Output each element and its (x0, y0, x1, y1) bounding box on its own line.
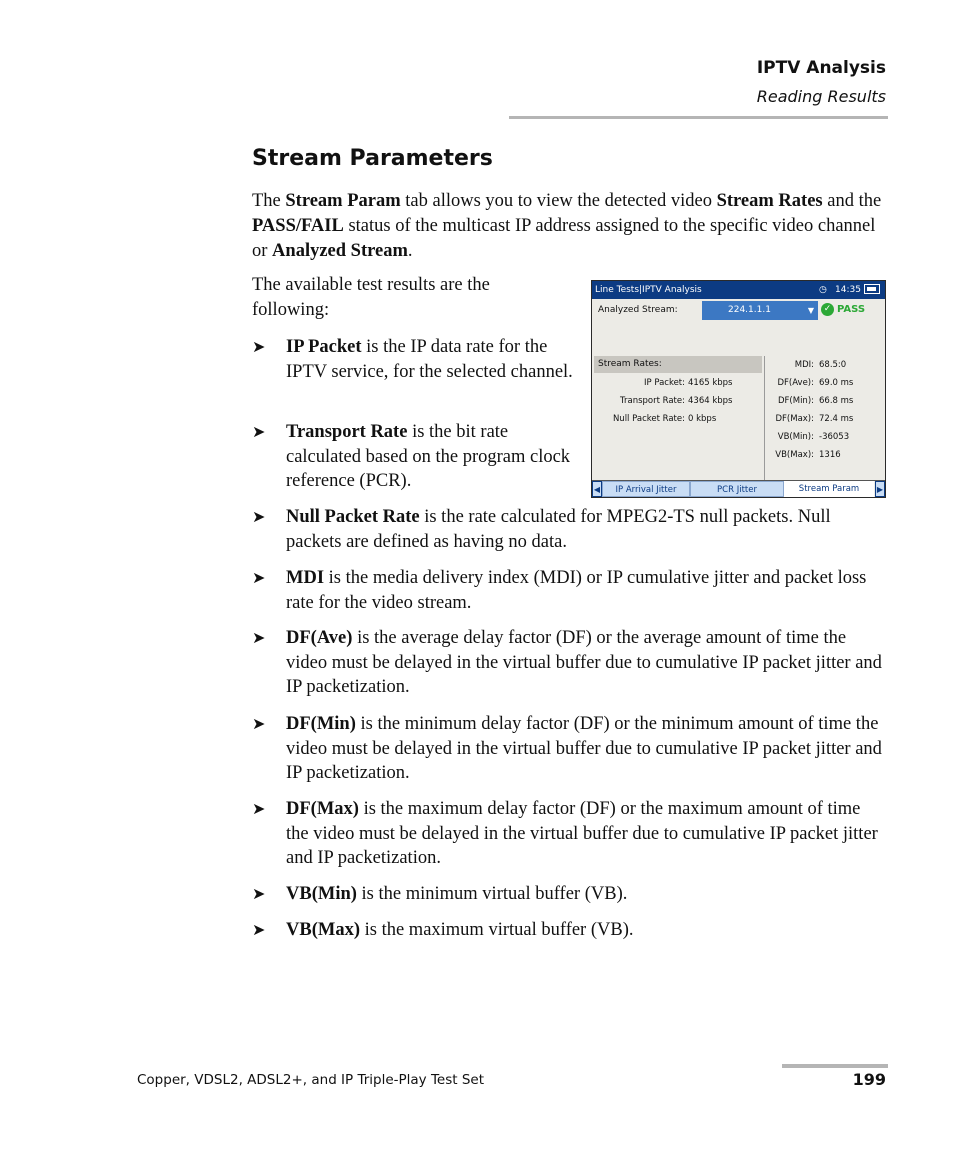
device-title: Line Tests|IPTV Analysis (595, 285, 702, 295)
transport-rate-label: Transport Rate: (620, 396, 685, 406)
bullet-arrow-icon: ➤ (252, 424, 266, 441)
bullet-arrow-icon: ➤ (252, 801, 266, 818)
tab-stream-param[interactable]: Stream Param (784, 481, 874, 497)
page-number: 199 (852, 1070, 886, 1089)
bullet-arrow-icon: ➤ (252, 716, 266, 733)
device-screenshot (591, 280, 886, 498)
stream-rates-header: Stream Rates: (594, 356, 762, 373)
ip-packet-label: IP Packet: (643, 378, 685, 388)
bullet-arrow-icon: ➤ (252, 630, 266, 647)
device-time: 14:35 (835, 285, 861, 295)
column-divider (764, 356, 765, 481)
chevron-down-icon: ▼ (807, 306, 814, 315)
df-min-value: 66.8 ms (819, 396, 854, 406)
intro-paragraph: The Stream Param tab allows you to view the detected video Stream Rates and the PASS/FAIL status of the multicast IP address assigned to the specific video channel or Analyzed Stream. (252, 191, 882, 261)
transport-rate-value: 4364 kbps (688, 396, 733, 406)
vb-max-value: 1316 (819, 450, 841, 460)
clock-icon: ◷ (819, 285, 827, 295)
null-packet-rate-value: 0 kbps (688, 414, 717, 424)
header-rule (509, 116, 888, 119)
analyzed-stream-value: 224.1.1.1 (728, 305, 771, 315)
pass-status: PASS (837, 304, 866, 315)
vb-min-value: -36053 (819, 432, 850, 442)
analyzed-stream-label: Analyzed Stream: (598, 305, 678, 315)
pass-check-icon: ✓ (821, 303, 834, 316)
bullet-arrow-icon: ➤ (252, 339, 266, 356)
running-header-section: Reading Results (756, 87, 886, 106)
running-header-chapter: IPTV Analysis (756, 58, 886, 78)
null-packet-rate-label: Null Packet Rate: (612, 414, 685, 424)
tab-scroll-right-icon[interactable]: ▶ (875, 481, 885, 497)
mdi-label: MDI: (794, 360, 814, 370)
footer-product: Copper, VDSL2, ADSL2+, and IP Triple-Play Test Set (137, 1072, 485, 1088)
mdi-value: 68.5:0 (819, 360, 847, 370)
tab-pcr-jitter[interactable]: PCR Jitter (690, 481, 784, 497)
df-min-label: DF(Min): (777, 396, 814, 406)
vb-min-label: VB(Min): (777, 432, 814, 442)
bullet-arrow-icon: ➤ (252, 886, 266, 903)
df-ave-value: 69.0 ms (819, 378, 854, 388)
bullet-arrow-icon: ➤ (252, 922, 266, 939)
df-ave-label: DF(Ave): (777, 378, 814, 388)
section-heading: Stream Parameters (252, 146, 493, 171)
tab-ip-arrival-jitter[interactable]: IP Arrival Jitter (602, 481, 690, 497)
bullet-arrow-icon: ➤ (252, 509, 266, 526)
available-results-text: The available test results are the following: (252, 275, 490, 320)
device-title-bar (592, 281, 885, 299)
df-max-label: DF(Max): (775, 414, 814, 424)
footer-rule (782, 1064, 888, 1068)
analyzed-stream-dropdown[interactable] (702, 301, 818, 320)
df-max-value: 72.4 ms (819, 414, 854, 424)
ip-packet-value: 4165 kbps (688, 378, 733, 388)
battery-icon (864, 284, 880, 294)
bullet-arrow-icon: ➤ (252, 570, 266, 587)
result-tabs (592, 480, 885, 498)
tab-scroll-left-icon[interactable]: ◀ (592, 481, 602, 497)
vb-max-label: VB(Max): (775, 450, 814, 460)
